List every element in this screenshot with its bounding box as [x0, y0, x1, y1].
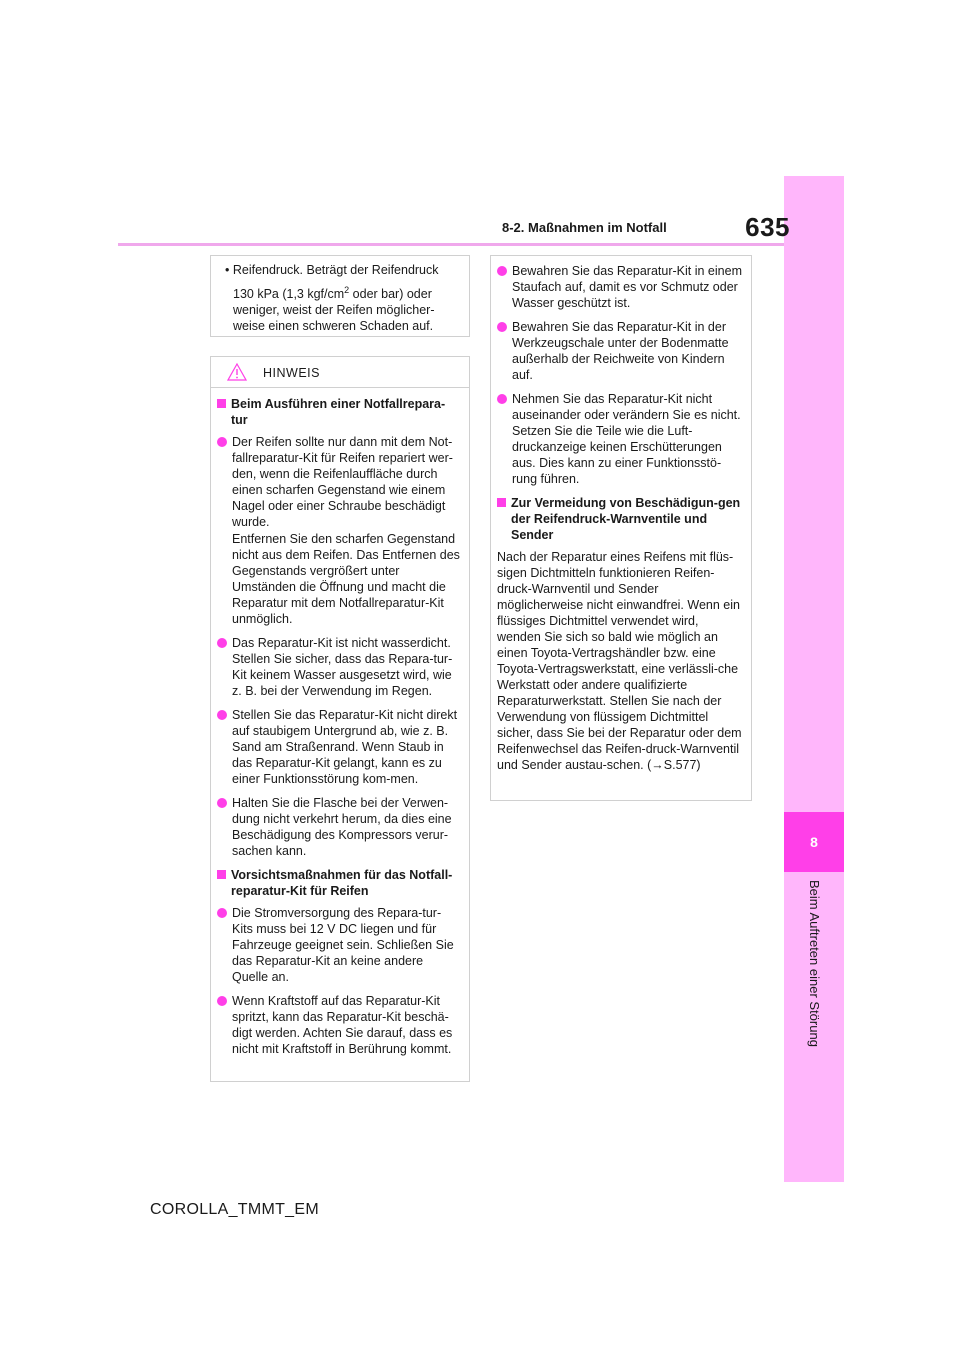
bullet-text: Bewahren Sie das Reparatur-Kit in der Werkzeugschale unter der Bodenmatte außerhalb der Reichweite von Kindern auf. [512, 320, 729, 382]
section-heading [497, 495, 743, 543]
bullet-text: Wenn Kraftstoff auf das Reparatur-Kit spritzt, kann das Reparatur-Kit beschä-digt werden. Achten Sie darauf, dass es nicht mit Kraftstoff in Berührung kommt. [232, 994, 453, 1056]
square-bullet-icon [217, 870, 226, 879]
bullet-text: Die Stromversorgung des Repara-tur-Kits muss bei 12 V DC liegen und für Fahrzeuge geeignet sein. Schließen Sie das Reparatur-Kit an keine andere Quelle an. [232, 906, 454, 984]
circle-bullet-icon [497, 394, 507, 404]
section-heading [217, 396, 461, 428]
circle-bullet-icon [217, 996, 227, 1006]
bullet-item [217, 905, 461, 985]
header-rule [118, 243, 784, 246]
hinweis-box [210, 356, 470, 1082]
heading-text: Vorsichtsmaßnahmen für das Notfall-reparatur-Kit für Reifen [231, 868, 453, 898]
bullet-text: Nehmen Sie das Reparatur-Kit nicht auseinander oder verändern Sie es nicht. Setzen Sie die Teile wie die Luft-druckanzeige keinen Erschütterungen aus. Dies kann zu einer Funktionsstö-rung führen. [512, 392, 741, 486]
right-column-box [490, 255, 752, 801]
hinweis-content [211, 388, 469, 1057]
bullet-item [497, 391, 743, 487]
chapter-number: 8 [784, 812, 844, 872]
hinweis-header [211, 357, 469, 388]
circle-bullet-icon [217, 638, 227, 648]
heading-text: Zur Vermeidung von Beschädigun-gen der Reifendruck-Warnventile und Sender [511, 496, 741, 542]
document-code: COROLLA_TMMT_EM [150, 1201, 319, 1218]
bullet-item [217, 707, 461, 787]
bullet-text: Das Reparatur-Kit ist nicht wasserdicht. Stellen Sie sicher, dass das Repara-tur-Kit keinem Wasser ausgesetzt wird, wie z. B. bei der Verwendung im Regen. [232, 636, 453, 698]
section-title: 8-2. Maßnahmen im Notfall [502, 220, 667, 235]
note-line: weise einen schweren Schaden auf. [233, 319, 434, 334]
bullet-item [217, 993, 461, 1057]
note-line: 130 kPa (1,3 kgf/$cm^2$ oder bar) oder [233, 285, 432, 302]
section-heading [217, 867, 461, 899]
note-box [210, 255, 470, 337]
bullet-item [497, 319, 743, 383]
bullet-text: Stellen Sie das Reparatur-Kit nicht direkt auf staubigem Untergrund ab, wie z. B. Sand am Straßenrand. Wenn Staub in das Reparatur-Kit gelangt, kann es zu einer Funktionsstörung kom-men. [232, 708, 458, 786]
circle-bullet-icon [217, 908, 227, 918]
note-line: • Reifendruck. Beträgt der Reifendruck [225, 263, 439, 277]
page-number: 635 [745, 212, 790, 242]
heading-text: Beim Ausführen einer Notfallrepara-tur [231, 397, 446, 427]
hinweis-label: HINWEIS [263, 366, 320, 380]
bullet-item [217, 795, 461, 859]
bullet-item [217, 434, 461, 530]
circle-bullet-icon [217, 710, 227, 720]
warning-triangle-icon [227, 363, 247, 381]
circle-bullet-icon [217, 437, 227, 447]
circle-bullet-icon [497, 322, 507, 332]
bullet-text: Bewahren Sie das Reparatur-Kit in einem Staufach auf, damit es vor Schmutz oder Wasser geschützt ist. [512, 264, 742, 310]
paragraph: Entfernen Sie den scharfen Gegenstand nicht aus dem Reifen. Das Entfernen des Gegenstands vergrößert unter Umständen die Öffnung und macht die Reparatur mit dem Notfallreparatur-Kit unmöglich. [232, 532, 460, 626]
right-column-content [491, 256, 751, 773]
bullet-item [217, 635, 461, 699]
note-line: weniger, weist der Reifen möglicher- [233, 303, 435, 318]
bullet-item [497, 263, 743, 311]
square-bullet-icon [217, 399, 226, 408]
paragraph: Nach der Reparatur eines Reifens mit flüs-sigen Dichtmitteln funktionieren Reifen-druck-Warnventil und Sender möglicherweise nicht einwandfrei. Wenn ein flüssiges Dichtmittel verwendet wird, wenden Sie sich so bald wie möglich an einen Toyota-Vertragshändler bzw. eine Toyota-Vertragswerkstatt, eine verlässli-che Werkstatt oder andere qualifizierte Reparaturwerkstatt. Stellen Sie nach der Verwendung von flüssigem Dichtmittel sicher, dass Sie bei der Reparatur oder dem Reifenwechsel das Reifen-druck-Warnventil und Sender austau-schen. (→S.577) [497, 550, 742, 772]
bullet-text: Der Reifen sollte nur dann mit dem Not-fallreparatur-Kit für Reifen repariert wer-den, wenn die Reifenlauffläche durch einen scharfen Gegenstand wie einem Nagel oder einer Schraube beschädigt wurde. [232, 435, 453, 529]
circle-bullet-icon [497, 266, 507, 276]
bullet-text: Halten Sie die Flasche bei der Verwen-dung nicht verkehrt herum, da dies eine Beschädigung des Kompressors verur-sachen kann. [232, 796, 452, 858]
chapter-label: Beim Auftreten einer Störung [807, 880, 822, 1047]
square-bullet-icon [497, 498, 506, 507]
circle-bullet-icon [217, 798, 227, 808]
